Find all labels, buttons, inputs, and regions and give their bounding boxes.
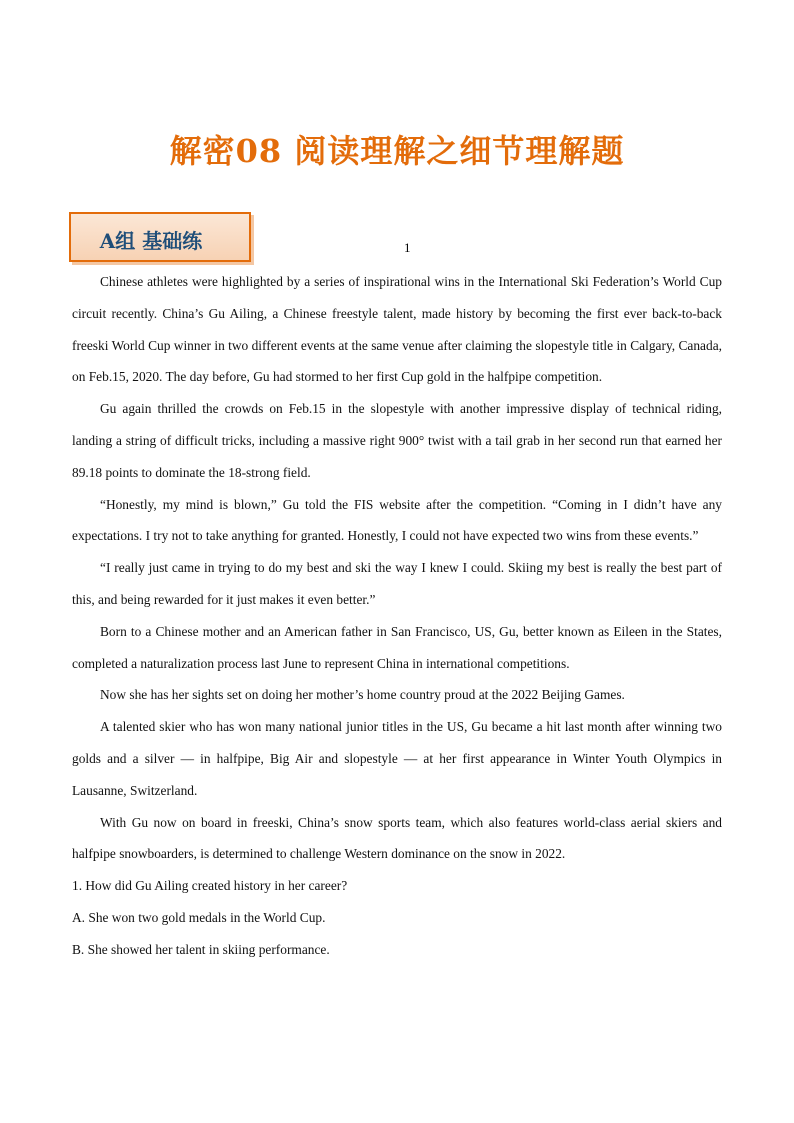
group-label-box — [69, 212, 251, 262]
paragraph: Gu again thrilled the crowds on Feb.15 in the slopestyle with another impressive display of technical riding, landing a string of difficult tricks, including a massive right 900° twist with a tail grab in her second run that earned her 89.18 points to dominate the 18-strong field. — [72, 401, 722, 480]
paragraph: “I really just came in trying to do my best and ski the way I knew I could. Skiing my best is really the best part of this, and being rewarded for it just makes it even better.” — [72, 560, 722, 607]
paragraph: “Honestly, my mind is blown,” Gu told the FIS website after the competition. “Coming in I didn’t have any expectations. I try not to take anything for granted. Honestly, I could not have expected two wins from these events.” — [72, 496, 722, 544]
answer-option: B. She showed her talent in skiing performance. — [72, 941, 330, 957]
passage-body — [72, 266, 722, 966]
question-stem: 1. How did Gu Ailing created history in her career? — [72, 878, 348, 894]
answer-option: A. She won two gold medals in the World Cup. — [72, 909, 326, 925]
passage-number: 1 — [404, 240, 411, 255]
page-title: 解密08 阅读理解之细节理解题 — [169, 132, 625, 170]
group-label: A组 基础练 — [99, 229, 203, 253]
paragraph: Born to a Chinese mother and an American father in San Francisco, US, Gu, better known as Eileen in the States, completed a naturalization process last June to represent China in international competitions. — [72, 623, 722, 671]
paragraph: A talented skier who has won many national junior titles in the US, Gu became a hit last month after winning two golds and a silver — in halfpipe, Big Air and slopestyle — at her first appearance in Winter Youth Olympics in Lausanne, Switzerland. — [72, 719, 722, 798]
paragraph: Now she has her sights set on doing her mother’s home country proud at the 2022 Beijing Games. — [100, 687, 625, 703]
paragraph: With Gu now on board in freeski, China’s snow sports team, which also features world-class aerial skiers and halfpipe snowboarders, is determined to challenge Western dominance on the snow in 2022. — [72, 814, 722, 862]
paragraph: Chinese athletes were highlighted by a series of inspirational wins in the International Ski Federation’s World Cup circuit recently. China’s Gu Ailing, a Chinese freestyle talent, made history by becoming the first ever back-to-back freeski World Cup winner in two different events at the same venue after claiming the slopestyle title in Calgary, Canada, on Feb.15, 2020. The day before, Gu had stormed to her first Cup gold in the halfpipe competition. — [72, 274, 722, 385]
